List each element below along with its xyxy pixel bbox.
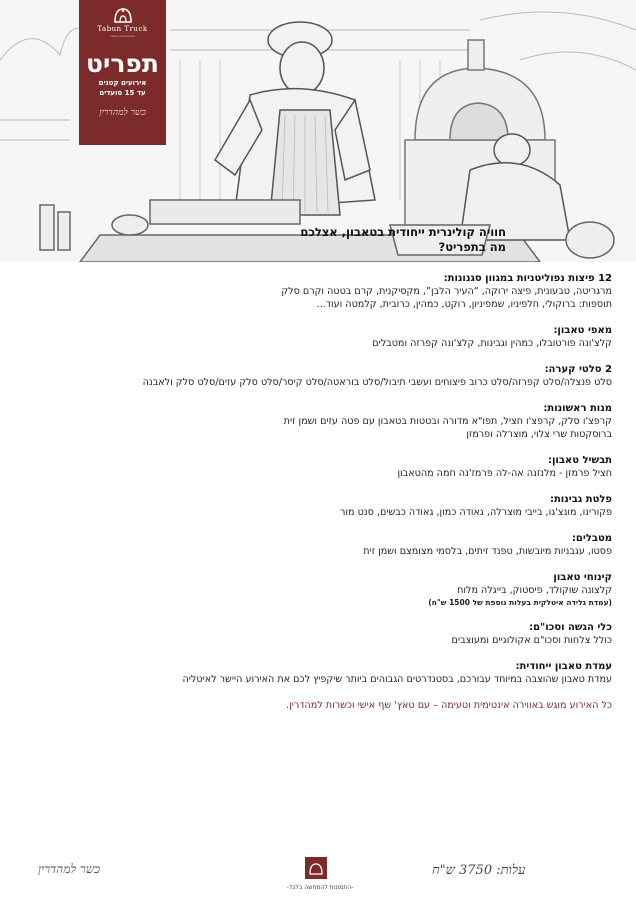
section-title: עמדת טאבון ייחודית: xyxy=(515,661,612,672)
menu-section-cheeses xyxy=(12,493,612,519)
section-note: (עמדת גלידה איטלקית בעלות נוספת של 1500 ש"ח) xyxy=(428,598,612,607)
section-title: קינוחי טאבון xyxy=(553,572,612,583)
page-title: תפריט xyxy=(86,49,159,78)
footer-price: עלות: 3750 ש"ח xyxy=(432,863,526,878)
section-line: חציל פרמזן - מלנזנה אה-לה פרמז'נה חמה מהטאבון xyxy=(397,468,612,479)
menu-section-dips xyxy=(12,532,612,558)
section-title: כלי הגשה וסכו"ם: xyxy=(529,622,612,633)
menu-section-stew xyxy=(12,454,612,480)
section-line: כולל צלחות וסכו"ם אקולוגיים ומעוצבים xyxy=(451,635,612,646)
menu-section-baked xyxy=(12,324,612,350)
oven-logo-icon xyxy=(113,6,133,24)
section-title: מטבלים: xyxy=(571,533,612,544)
footer-note: -התמונות להמחשה בלבד- xyxy=(286,884,354,891)
section-title: מאפי טאבון: xyxy=(553,325,612,336)
section-title: 2 סלטי קערה: xyxy=(544,364,612,375)
hero-illustration xyxy=(0,0,636,262)
intro xyxy=(126,225,506,255)
footer-logo-icon xyxy=(305,857,327,879)
section-line: קרפצ'ו סלק, קרפצ'ו חציל, תפו"א מדורה ובטטות בטאבון עם פטה עזים ושמן זית xyxy=(283,416,612,427)
closing-text: כל האירוע מוגש באווירה אינטימית וטעימה – עם טאץ' שף אישי וכשרות למהדרין. xyxy=(286,700,612,711)
section-line: סלט פנצלה/סלט קפרזה/סלט כרוב פיצוחים ועשבי תיבול/סלט בוראטה/סלט קיסר/סלט סלק עזים/סלט סלק ולאבנה xyxy=(142,377,612,388)
section-title: תבשיל טאבון: xyxy=(547,455,612,466)
section-line: פקורינו, מונצ'גו, בייבי מוצרלה, גאודה כמון, גאודה כבשים, סנט מור xyxy=(339,507,612,518)
menu-content xyxy=(12,272,612,712)
section-line: פסטו, עגבניות מיובשות, טפנד זיתים, בלסמי מצומצם ושמן זית xyxy=(363,546,612,557)
menu-section-station xyxy=(12,660,612,686)
brand-subtitle-2: עד 15 סועדים xyxy=(99,89,146,97)
brand-box xyxy=(79,0,166,145)
section-line: מרגריטה, טבעונית, פיצה ירוקה, “העיר הלבן”, מקסיקנית, קרם בטטה וקרם סלק xyxy=(281,286,612,297)
intro-line-2: מה בתפריט? xyxy=(438,240,506,254)
section-line: קלצ'ונה פורטובלו, כמהין וגבינות, קלצ'ונה קפרזה ומטבלים xyxy=(372,338,612,349)
section-line: תוספות: ברוקולי, חלפיניו, שמפיניון, רוקט, כמהין, כרובית, קלמטה ועוד... xyxy=(316,299,612,310)
brand-kosher-signature: כשר למהדרין xyxy=(99,108,146,118)
section-line: עמדת טאבון שהוצבה במיוחד עבורכם, בסטנדרטים הגבוהים ביותר שיקפיץ לכם את האירוע היישר לאיטליה xyxy=(182,674,612,685)
menu-section-pizzas xyxy=(12,272,612,311)
footer-kosher-signature: כשר למהדרין xyxy=(38,862,101,876)
section-line: ברוסקטות שרי צלוי, מוצרלה ופרמזן xyxy=(466,429,612,440)
section-title: 12 פיצות נפוליטניות במגוון סגנונות: xyxy=(443,273,612,284)
intro-line-1: חוויה קולינרית ייחודית בטאבון, אצלכם xyxy=(300,225,506,239)
brand-subtitle-1: אירועים קטנים xyxy=(98,79,147,87)
menu-section-starters xyxy=(12,402,612,441)
brand-name: Tabun Truck xyxy=(97,25,148,33)
section-title: מנות ראשונות: xyxy=(543,403,612,414)
menu-section-salads xyxy=(12,363,612,389)
menu-section-desserts xyxy=(12,571,612,608)
section-title: פלטת גבינות: xyxy=(549,494,612,505)
menu-section-tableware xyxy=(12,621,612,647)
brand-tagline: ארוחת טאבון בשטח xyxy=(109,34,136,38)
section-line: קלצונה שוקולד, פיסטוק, בייגלה מלוח xyxy=(457,585,612,596)
